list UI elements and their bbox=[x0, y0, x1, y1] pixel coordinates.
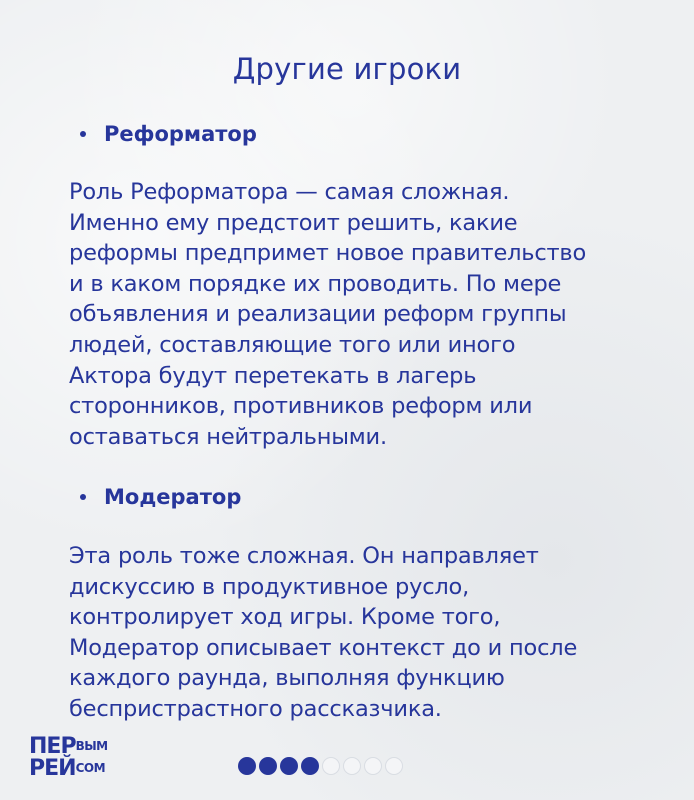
logo-text: ВЫМ bbox=[75, 739, 108, 753]
pagination-dot-2[interactable] bbox=[259, 757, 277, 775]
section-heading-label: Модератор bbox=[104, 485, 242, 509]
logo-text: ПЕР bbox=[29, 734, 76, 759]
section-text-reformer: Роль Реформатора — самая сложная. Именно ему предстоит решить, какие реформы предпримет новое правительство и в каком порядке их проводить. По мере объявления и реализации реформ группы людей, составляющие того или иного Актора будут перетекать в лагерь сторонников, противников реформ или оставаться нейтральными. bbox=[69, 179, 587, 450]
pagination-dot-6[interactable] bbox=[343, 757, 361, 775]
pagination-dots[interactable] bbox=[238, 757, 403, 777]
section-heading-label: Реформатор bbox=[104, 122, 257, 146]
pagination-dot-1[interactable] bbox=[238, 757, 256, 775]
pagination-dot-7[interactable] bbox=[364, 757, 382, 775]
section-heading-moderator bbox=[80, 485, 241, 509]
pagination-dot-4[interactable] bbox=[301, 757, 319, 775]
logo-text: РЕЙ bbox=[29, 756, 76, 781]
pagination-dot-3[interactable] bbox=[280, 757, 298, 775]
pagination-dot-8[interactable] bbox=[385, 757, 403, 775]
brand-logo bbox=[29, 736, 111, 780]
section-heading-reformer bbox=[80, 122, 257, 146]
page-title: Другие игроки bbox=[232, 52, 462, 86]
pagination-dot-5[interactable] bbox=[322, 757, 340, 775]
section-text-moderator: Эта роль тоже сложная. Он направляет дискуссию в продуктивное русло, контролирует ход игры. Кроме того, Модератор описывает контекст до и после каждого раунда, выполняя функцию беспристрастного рассказчика. bbox=[69, 543, 578, 722]
bullet-icon bbox=[80, 494, 86, 500]
logo-text: СОМ bbox=[75, 761, 106, 775]
bullet-icon bbox=[80, 131, 86, 137]
